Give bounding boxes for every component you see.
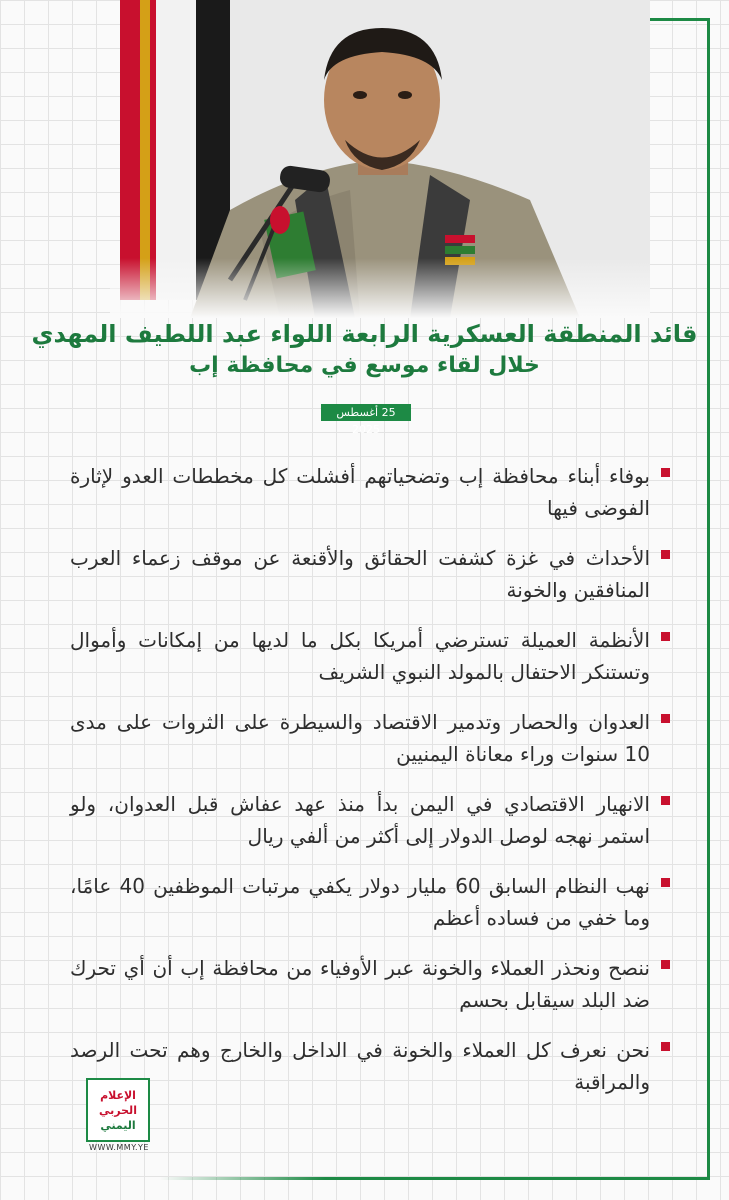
bullet-item (70, 706, 670, 788)
speaker-photo (110, 0, 650, 318)
bullet-text: الانهيار الاقتصادي في اليمن بدأ منذ عهد عفاش قبل العدوان، ولو استمر نهجه لوصل الدولار إلى أكثر من ألفي ريال (70, 792, 650, 848)
bullet-text: الأحداث في غزة كشفت الحقائق والأقنعة عن موقف زعماء العرب المنافقين والخونة (70, 546, 650, 602)
bullet-text: العدوان والحصار وتدمير الاقتصاد والسيطرة على الثروات على مدى 10 سنوات وراء معاناة اليمنيين (70, 710, 650, 766)
photo-fade (110, 258, 650, 318)
bullet-marker-icon (661, 878, 670, 887)
bullet-item (70, 624, 670, 706)
bullet-marker-icon (661, 960, 670, 969)
bullet-item (70, 460, 670, 542)
logo-url: WWW.MMY.YE (89, 1143, 149, 1152)
bullet-text: بوفاء أبناء محافظة إب وتضحياتهم أفشلت كل مخططات العدو لإثارة الفوضى فيها (70, 464, 650, 520)
frame-right-line (707, 18, 710, 1180)
bullet-marker-icon (661, 1042, 670, 1051)
logo-line-3: اليمني (100, 1118, 136, 1132)
medal-row-2 (445, 246, 475, 254)
frame-bottom-line (160, 1177, 710, 1180)
right-eye (398, 91, 412, 99)
media-logo (86, 1078, 150, 1142)
bullet-text: الأنظمة العميلة تسترضي أمريكا بكل ما لديها من إمكانات وأموال وتستنكر الاحتفال بالمولد النبوي الشريف (70, 628, 650, 684)
bullet-text: نهب النظام السابق 60 مليار دولار يكفي مرتبات الموظفين 40 عامًا، وما خفي من فساده أعظم (70, 874, 650, 930)
bullet-item (70, 870, 670, 952)
bullet-list (70, 460, 670, 1116)
headline (20, 318, 709, 382)
logo-line-1: الإعلام (100, 1088, 136, 1102)
bullet-marker-icon (661, 796, 670, 805)
bullet-item (70, 952, 670, 1034)
bullet-marker-icon (661, 468, 670, 477)
left-eye (353, 91, 367, 99)
bullet-item (70, 788, 670, 870)
flag-white-stripe (156, 0, 196, 300)
bullet-item (70, 542, 670, 624)
logo-line-2: الحربي (99, 1103, 137, 1117)
headline-line-2: خلال لقاء موسع في محافظة إب (189, 353, 540, 378)
bullet-item (70, 1034, 670, 1116)
date-badge: 25 أغسطس 2025 (321, 404, 411, 421)
headline-line-1: قائد المنطقة العسكرية الرابعة اللواء عبد اللطيف المهدي (31, 320, 698, 348)
bullet-marker-icon (661, 632, 670, 641)
flag-red-stripe (120, 0, 156, 300)
bullet-marker-icon (661, 550, 670, 559)
bullet-text: ننصح ونحذر العملاء والخونة عبر الأوفياء من محافظة إب أن أي تحرك ضد البلد سيقابل بحسم (70, 956, 650, 1012)
microphone-2 (270, 206, 290, 234)
bullet-text: نحن نعرف كل العملاء والخونة في الداخل والخارج وهم تحت الرصد والمراقبة (70, 1038, 650, 1094)
bullet-marker-icon (661, 714, 670, 723)
medal-row-1 (445, 235, 475, 243)
flag-fringe (140, 0, 150, 300)
